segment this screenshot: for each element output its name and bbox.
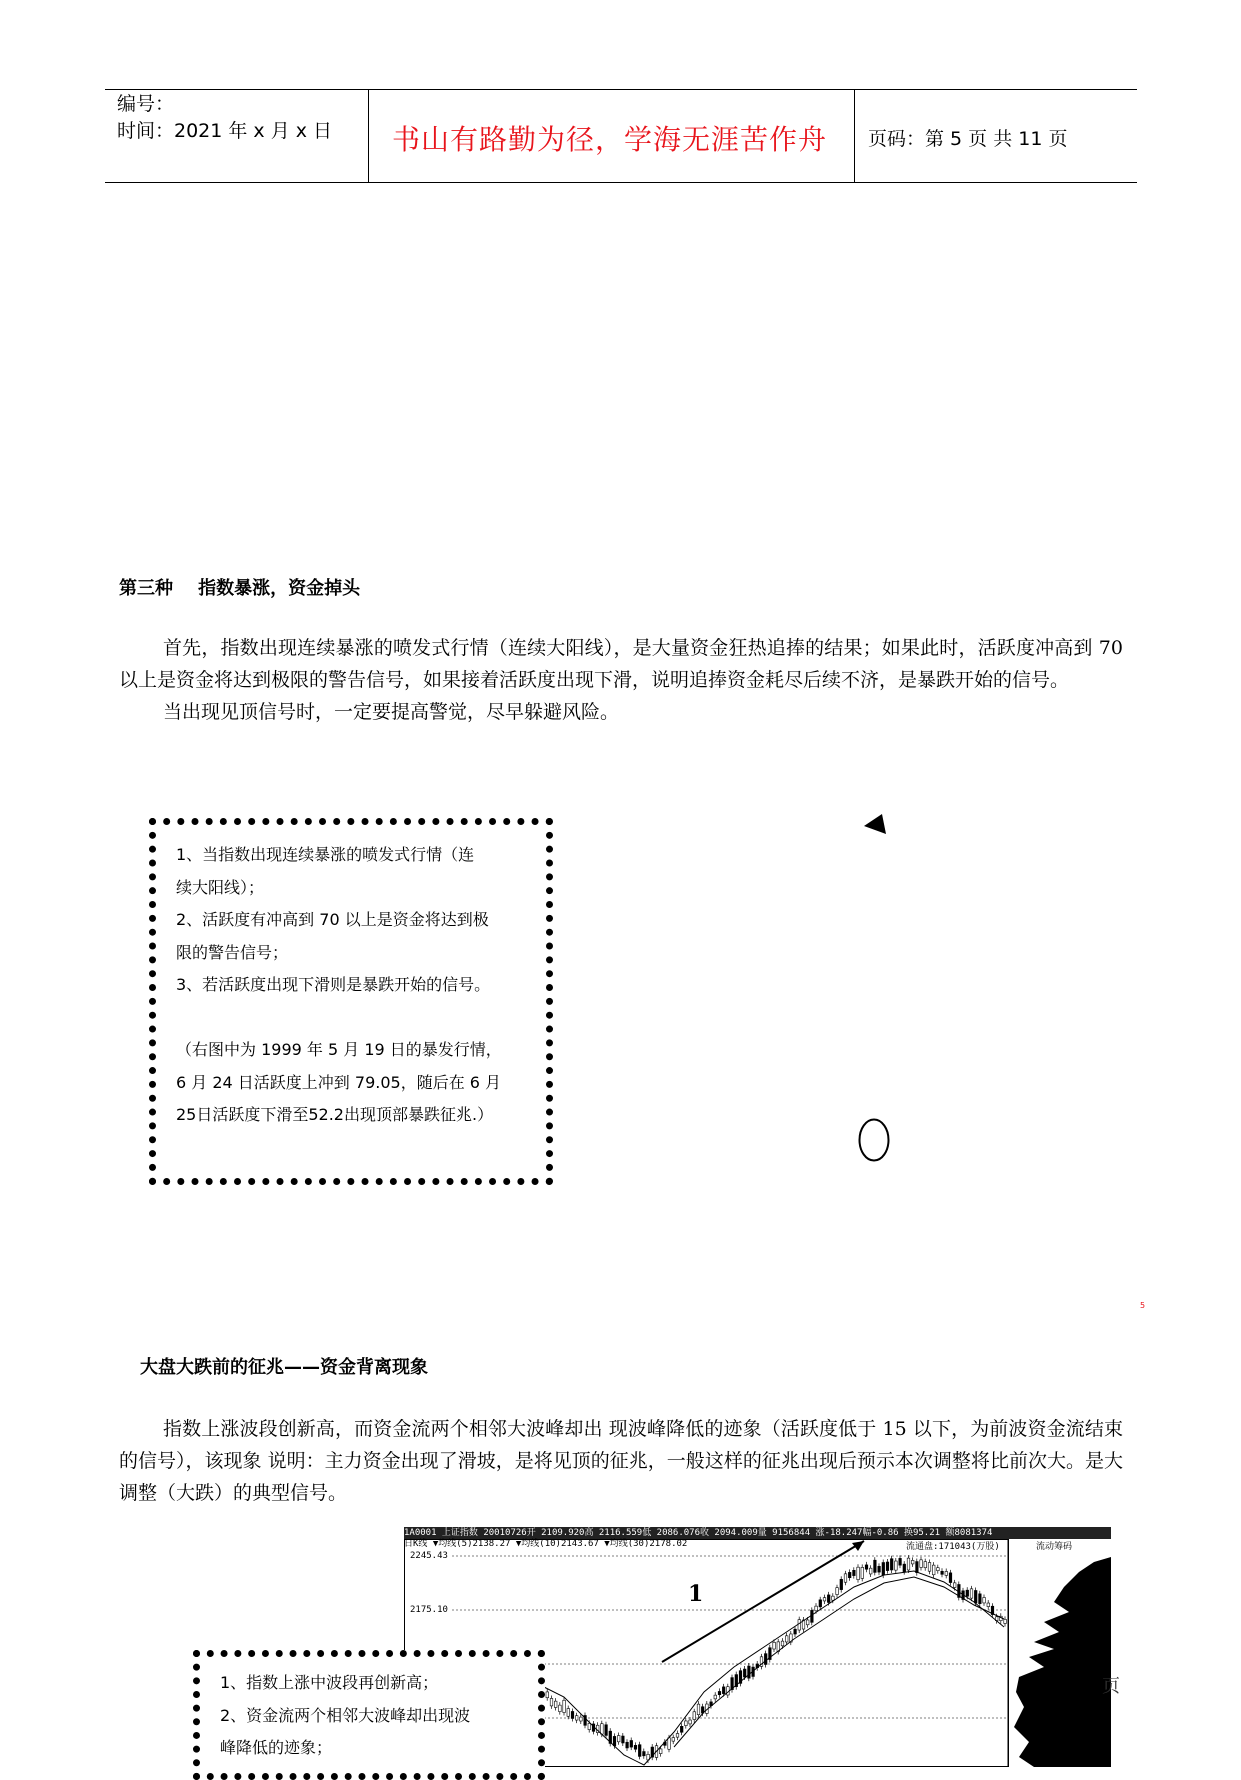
candle-body <box>890 1559 893 1570</box>
candle-body <box>844 1574 847 1582</box>
candle-body <box>899 1558 902 1565</box>
arrowhead-icon <box>862 812 888 836</box>
stray-page-mark: 5 <box>1140 1301 1146 1310</box>
candle-body <box>588 1723 591 1729</box>
chart-title-bar: 1A0001 上证指数 20010726开 2109.920高 2116.559低 2086.076收 2094.009量 9156844 涨-18.247幅-0.86 换95.21 额8081374 <box>404 1527 1111 1539</box>
candle-body <box>907 1558 910 1570</box>
callout-line: （右图中为 1999 年 5 月 19 日的暴发行情， <box>176 1040 502 1059</box>
candle-body <box>748 1666 751 1678</box>
ellipse-shape <box>857 1117 891 1163</box>
header-top-rule <box>105 89 1137 90</box>
candle-body <box>924 1562 927 1568</box>
document-number-label: 编号： <box>117 93 175 115</box>
callout-line: 限的警告信号； <box>176 942 289 962</box>
candle-body <box>764 1654 767 1665</box>
callout-box-1-text <box>176 839 502 1132</box>
candle-body <box>811 1610 814 1622</box>
candle-body <box>970 1589 973 1598</box>
candle-body <box>836 1588 839 1595</box>
candle-body <box>773 1642 776 1649</box>
candle-body <box>613 1736 616 1745</box>
header-meta <box>117 91 332 145</box>
callout-line: 2、资金流两个相邻大波峰却出现波 <box>220 1705 471 1725</box>
candle-body <box>974 1590 977 1602</box>
candle-body <box>857 1567 860 1579</box>
candle-body <box>911 1560 914 1564</box>
candle-body <box>869 1568 872 1574</box>
callout-line: 3、若活跃度出现下滑则是暴跌开始的信号。 <box>176 975 491 994</box>
callout-box-2-text <box>220 1667 470 1765</box>
candle-body <box>689 1720 692 1724</box>
candle-body <box>630 1740 633 1747</box>
candle-body <box>697 1704 700 1715</box>
chart-ma-legend: 日K线 ▼均线(5)2138.27 ▼均线(10)2143.67 ▼均线(30)2178.02 <box>404 1539 688 1549</box>
candle-body <box>575 1716 578 1720</box>
callout-line: 25日活跃度下滑至52.2出现顶部暴跌征兆.） <box>176 1105 494 1124</box>
candle-body <box>634 1745 637 1749</box>
header-motto: 书山有路勤为径，学海无涯苦作舟 <box>392 123 828 156</box>
candle-body <box>878 1566 881 1572</box>
section2-body <box>119 1413 1123 1509</box>
chart-y-tick: 2175.10 <box>410 1605 448 1615</box>
section-title-third-type: 第三种 指数暴涨，资金掉头 <box>119 578 361 599</box>
candle-body <box>853 1570 856 1575</box>
candle-body <box>580 1717 583 1721</box>
candle-body <box>949 1573 952 1583</box>
candle-body <box>827 1595 830 1603</box>
candle-body <box>659 1749 662 1754</box>
candle-body <box>794 1629 797 1634</box>
candle-body <box>941 1571 944 1574</box>
candle-body <box>567 1709 570 1717</box>
section1-paragraph-1: 首先，指数出现连续暴涨的喷发式行情（连续大阳线），是大量资金狂热追捧的结果；如果此时，活跃度冲高到 70 以上是资金将达到极限的警告信号，如果接着活跃度出现下滑，说明追捧资金耗尽后续不济，是暴跌开始的信号。 <box>119 637 1123 691</box>
candle-body <box>819 1600 822 1607</box>
candle-body <box>815 1606 818 1611</box>
chart-wave-label: 1 <box>688 1581 704 1607</box>
candle-body <box>979 1594 982 1604</box>
callout-line: 续大阳线）； <box>176 877 265 897</box>
candle-body <box>714 1695 717 1699</box>
header-divider-right <box>854 90 855 182</box>
candle-body <box>874 1560 877 1572</box>
candle-body <box>916 1562 919 1573</box>
candle-body <box>928 1562 931 1571</box>
candle-body <box>886 1562 889 1571</box>
candle-body <box>932 1565 935 1575</box>
candle-body <box>672 1738 675 1742</box>
section1-body <box>119 632 1123 728</box>
candle-body <box>605 1725 608 1736</box>
candle-body <box>676 1733 679 1737</box>
section2-paragraph: 指数上涨波段创新高，而资金流两个相邻大波峰却出 现波峰降低的迹象（活跃度低于 15 以下，为前波资金流结束的信号），该现象 说明：主力资金出现了滑坡，是将见顶的征兆，一般这样的征兆出现后预示本次调整将比前次大。是大调整（大跌）的典型信号。 <box>119 1418 1123 1504</box>
candle-body <box>983 1597 986 1602</box>
candle-body <box>563 1700 566 1712</box>
candle-body <box>554 1701 557 1707</box>
candle-body <box>823 1598 826 1601</box>
callout-line: 1、指数上涨中波段再创新高； <box>220 1673 439 1692</box>
candle-body <box>743 1669 746 1677</box>
candle-body <box>718 1691 721 1694</box>
callout-line: 2、活跃度有冲高到 70 以上是资金将达到极 <box>176 910 489 929</box>
chart-y-tick: 2245.43 <box>410 1551 448 1561</box>
section-title-divergence: 大盘大跌前的征兆——资金背离现象 <box>140 1357 428 1378</box>
candle-body <box>832 1596 835 1600</box>
candle-body <box>806 1620 809 1625</box>
candle-body <box>840 1579 843 1589</box>
candle-body <box>848 1572 851 1577</box>
candle-body <box>722 1687 725 1694</box>
candle-body <box>987 1603 990 1607</box>
candle-body <box>1004 1619 1007 1623</box>
candle-body <box>945 1571 948 1575</box>
candle-body <box>685 1721 688 1726</box>
candle-body <box>781 1641 784 1646</box>
candle-body <box>601 1724 604 1734</box>
header-bottom-rule <box>105 182 1137 183</box>
candle-body <box>937 1568 940 1571</box>
candle-body <box>966 1590 969 1596</box>
callout-line: 峰降低的迹象； <box>220 1738 333 1757</box>
header-page-info: 页码：第 5 页 共 11 页 <box>868 128 1068 150</box>
candle-body <box>895 1561 898 1570</box>
header-divider-left <box>368 90 369 182</box>
candle-body <box>861 1567 864 1578</box>
candle-body <box>668 1738 671 1749</box>
candle-body <box>643 1752 646 1756</box>
candle-body <box>550 1698 553 1705</box>
section1-paragraph-2: 当出现见顶信号时，一定要提高警觉，尽早躲避风险。 <box>163 701 620 723</box>
candle-body <box>680 1726 683 1732</box>
document-time-label: 时间：2021 年 x 月 x 日 <box>117 120 333 142</box>
candle-body <box>798 1620 801 1630</box>
candle-body <box>953 1583 956 1588</box>
candle-body <box>626 1742 629 1748</box>
callout-line: 6 月 24 日活跃度上冲到 79.05，随后在 6 月 <box>176 1072 502 1092</box>
candle-body <box>559 1705 562 1712</box>
candle-body <box>546 1692 549 1698</box>
callout-box-1 <box>149 818 553 1185</box>
candle-body <box>865 1565 868 1569</box>
callout-box-2 <box>193 1650 545 1780</box>
candle-body <box>617 1736 620 1742</box>
callout-line: 1、当指数出现连续暴涨的喷发式行情（连 <box>176 845 475 864</box>
candle-body <box>571 1711 574 1718</box>
page-edge-char: 页 <box>1102 1676 1120 1697</box>
candle-body <box>622 1736 625 1743</box>
candle-body <box>882 1563 885 1576</box>
chart-side-panel-label: 流动筹码 <box>1036 1542 1073 1552</box>
candle-body <box>785 1636 788 1642</box>
candle-body <box>903 1564 906 1571</box>
chart-right-top-label: 流通盘:171043(万股) <box>906 1542 1000 1552</box>
candle-body <box>920 1560 923 1568</box>
callout-line <box>176 1002 502 1035</box>
candle-body <box>693 1712 696 1720</box>
